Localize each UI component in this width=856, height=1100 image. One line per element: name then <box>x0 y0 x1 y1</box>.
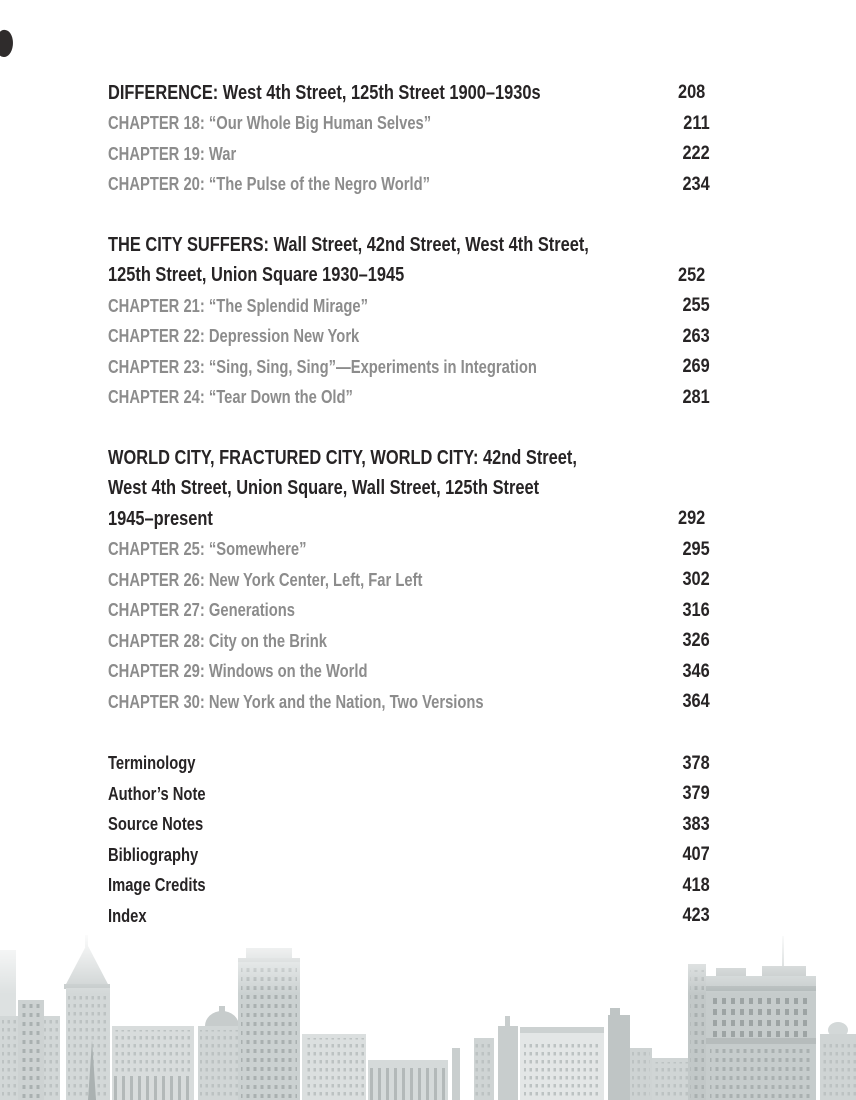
chapter-title: CHAPTER 25: “Somewhere” <box>108 539 307 560</box>
skyline-photo <box>0 930 856 1100</box>
table-of-contents <box>108 78 710 932</box>
section-header-line: DIFFERENCE: West 4th Street, 125th Street 1900–1930s <box>108 81 541 104</box>
back-matter-page-number: 383 <box>682 813 710 835</box>
back-matter-title: Image Credits <box>108 875 206 896</box>
back-matter-title: Bibliography <box>108 844 199 865</box>
toc-entry <box>108 109 710 140</box>
back-matter-page-number: 379 <box>682 783 710 805</box>
chapter-page-number: 234 <box>682 173 710 195</box>
section-header-line: 125th Street, Union Square 1930–1945 <box>108 264 405 287</box>
section-header-line: THE CITY SUFFERS: Wall Street, 42nd Street, West 4th Street, <box>108 233 589 256</box>
chapter-title: CHAPTER 24: “Tear Down the Old” <box>108 387 353 408</box>
chapter-title: CHAPTER 23: “Sing, Sing, Sing”—Experiments in Integration <box>108 356 537 377</box>
toc-entry <box>108 626 710 657</box>
chapter-page-number: 364 <box>682 691 710 713</box>
back-matter-page-number: 378 <box>682 752 710 774</box>
chapter-page-number: 222 <box>682 143 710 165</box>
chapter-title: CHAPTER 29: Windows on the World <box>108 661 368 682</box>
toc-entry <box>108 170 710 201</box>
chapter-page-number: 281 <box>682 386 710 408</box>
toc-entry <box>108 810 710 841</box>
toc-entry <box>108 657 710 688</box>
toc-entry <box>108 687 710 718</box>
chapter-page-number: 316 <box>682 599 710 621</box>
back-matter-title: Index <box>108 905 147 926</box>
back-matter-page-number: 418 <box>682 874 710 896</box>
toc-entry <box>108 291 710 322</box>
chapter-title: CHAPTER 22: Depression New York <box>108 326 360 347</box>
toc-entry <box>108 383 710 414</box>
chapter-title: CHAPTER 19: War <box>108 143 237 164</box>
toc-entry <box>108 565 710 596</box>
back-matter-title: Terminology <box>108 753 196 774</box>
chapter-page-number: 269 <box>682 356 710 378</box>
chapter-title: CHAPTER 30: New York and the Nation, Two Versions <box>108 691 484 712</box>
toc-section-world-city <box>108 443 710 718</box>
chapter-page-number: 255 <box>682 295 710 317</box>
toc-entry <box>108 901 710 932</box>
section-page-number: 292 <box>678 508 706 530</box>
ink-smudge <box>0 29 15 58</box>
chapter-title: CHAPTER 27: Generations <box>108 600 296 621</box>
toc-entry <box>108 840 710 871</box>
chapter-page-number: 326 <box>682 630 710 652</box>
chapter-title: CHAPTER 28: City on the Brink <box>108 630 327 651</box>
chapter-title: CHAPTER 18: “Our Whole Big Human Selves” <box>108 113 432 134</box>
section-page-number: 208 <box>678 82 706 104</box>
chapter-page-number: 346 <box>682 660 710 682</box>
chapter-title: CHAPTER 21: “The Splendid Mirage” <box>108 295 368 316</box>
toc-entry <box>108 779 710 810</box>
back-matter-page-number: 423 <box>682 905 710 927</box>
section-header <box>108 230 710 291</box>
toc-entry <box>108 322 710 353</box>
toc-entry <box>108 749 710 780</box>
chapter-title: CHAPTER 20: “The Pulse of the Negro World” <box>108 174 431 195</box>
toc-entry <box>108 139 710 170</box>
toc-entry <box>108 352 710 383</box>
chapter-page-number: 263 <box>682 325 710 347</box>
section-header <box>108 443 710 535</box>
toc-back-matter <box>108 749 710 932</box>
section-header <box>108 78 710 109</box>
toc-entry <box>108 535 710 566</box>
toc-entry <box>108 871 710 902</box>
section-page-number: 252 <box>678 264 706 286</box>
section-header-line: WORLD CITY, FRACTURED CITY, WORLD CITY: 42nd Street, <box>108 446 577 469</box>
chapter-title: CHAPTER 26: New York Center, Left, Far Left <box>108 569 423 590</box>
chapter-page-number: 302 <box>682 569 710 591</box>
toc-section-difference <box>108 78 710 200</box>
toc-entry <box>108 596 710 627</box>
back-matter-page-number: 407 <box>682 844 710 866</box>
chapter-page-number: 211 <box>683 112 710 134</box>
section-header-line: 1945–present <box>108 507 213 530</box>
chapter-page-number: 295 <box>682 538 710 560</box>
back-matter-title: Author’s Note <box>108 783 206 804</box>
toc-section-city-suffers <box>108 230 710 413</box>
back-matter-title: Source Notes <box>108 814 204 835</box>
section-header-line: West 4th Street, Union Square, Wall Street, 125th Street <box>108 477 540 500</box>
